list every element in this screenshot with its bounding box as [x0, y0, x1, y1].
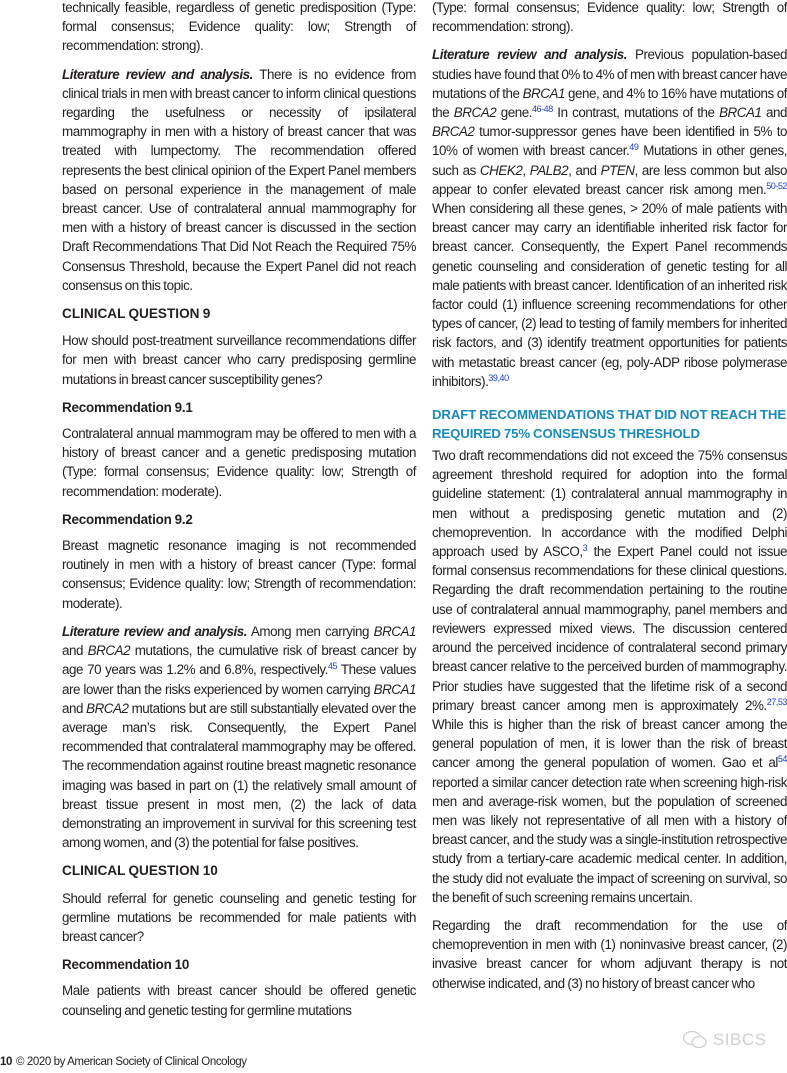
page-footer [0, 1056, 247, 1068]
text-run: Breast magnetic resonance imaging is not recommended routinely in men with a history of breast cancer (Type: formal consensus; Evidence quality: low; Strength of recommendation: moderate). [62, 538, 416, 611]
watermark [682, 1030, 767, 1050]
paragraph [62, 331, 416, 389]
wechat-icon [682, 1030, 708, 1050]
run-in-heading: Literature review and analysis. [62, 623, 248, 639]
text-run: While this is higher than the risk of breast cancer among the general population of men, it is lower than the risk of breast cancer among the general population of women. Gao et al [432, 716, 787, 771]
text-run: technically feasible, regardless of genetic predisposition (Type: formal consensus; Evidence quality: low; Strength of recommendation: strong). [62, 0, 416, 54]
citation-reference[interactable]: 27,53 [766, 696, 787, 707]
recommendation-heading [62, 398, 416, 417]
text-run: How should post-treatment surveillance recommendations differ for men with breast cancer who carry predisposing germline mutations in breast cancer susceptibility genes? [62, 333, 416, 387]
paragraph [432, 916, 787, 993]
right-column [432, 0, 787, 1002]
text-run: and [761, 105, 787, 121]
run-in-heading: Literature review and analysis. [432, 47, 628, 63]
text-run: These values are lower than the risks experienced by women carrying [62, 662, 416, 697]
citation-reference[interactable]: 49 [629, 142, 639, 153]
text-run: Among men carrying [247, 623, 374, 639]
text-run: Regarding the draft recommendation for the use of chemoprevention in men with (1) noninvasive breast cancer, (2) invasive breast cancer for whom adjuvant therapy is not otherwise indicated, and (3) no history of breast cancer who [432, 917, 787, 991]
text-run: mutations, the cumulative risk of breast cancer by age 70 years was 1.2% and 6.8%, respectively. [62, 643, 417, 678]
text-run: BRCA2 [432, 124, 475, 140]
text-run: CLINICAL QUESTION 9 [62, 306, 211, 322]
text-run: Recommendation 10 [62, 957, 190, 973]
text-run: In contrast, mutations of the [552, 105, 720, 121]
citation-reference[interactable]: 54 [777, 754, 787, 765]
text-run: Recommendation 9.1 [62, 399, 193, 415]
text-run: There is no evidence from clinical trials in men with breast cancer to inform clinical questions regarding the usefulness or necessity of ipsilateral mammography in men with a history of breast cancer that was treated with lumpectomy. The recommendation offered represents the best clinical opinion of the Expert Panel members based on personal experience in the management of male breast cancer. Use of contralateral annual mammography for men with a history of breast cancer is discussed in the section Draft Recommendations That Did Not Reach the Required 75% Consensus Threshold, because the Expert Panel did not reach consensus on this topic. [62, 66, 417, 293]
text-run: BRCA1 [719, 105, 762, 121]
text-run: and [62, 700, 87, 716]
text-run: Previous population-based studies have found that 0% to 4% of men with breast cancer have mutations of the [432, 47, 787, 101]
text-run: BRCA1 [522, 85, 565, 101]
paragraph [62, 536, 416, 613]
recommendation-heading [62, 955, 416, 974]
citation-reference[interactable]: 50-52 [766, 180, 787, 191]
citation-reference[interactable]: 3 [582, 543, 588, 554]
text-run: BRCA2 [86, 700, 129, 716]
text-run: (Type: formal consensus; Evidence quality: low; Strength of recommendation: strong). [432, 0, 787, 35]
clinical-question-heading [62, 861, 416, 880]
text-run: reported a similar cancer detection rate when screening high-risk men and average-risk women, but the population of screened men was likely not representative of all men with a history of breast cancer, and the study was a single-institution retrospective study from a tertiary-care academic medical center. In addition, the study did not evaluate the impact of screening on survival, so the benefit of such screening remains uncertain. [432, 774, 787, 905]
run-in-heading: Literature review and analysis. [62, 66, 253, 82]
text-run: CLINICAL QUESTION 10 [62, 863, 218, 879]
copyright: © 2020 by American Society of Clinical Oncology [16, 1056, 247, 1068]
paragraph [432, 0, 787, 36]
text-run: BRCA2 [87, 643, 131, 659]
text-run: BRCA1 [373, 623, 416, 639]
text-run: , [522, 162, 530, 178]
text-run: , are less common but also appear to confer elevated breast cancer risk among men. [432, 162, 787, 197]
text-run: Should referral for genetic counseling and genetic testing for germline mutations be recommended for male patients with breast cancer? [62, 890, 416, 944]
text-run: , and [568, 162, 601, 178]
text-run: and [62, 643, 88, 659]
paragraph [62, 889, 416, 947]
citation-reference[interactable]: 46-48 [532, 104, 553, 115]
recommendation-heading [62, 510, 416, 529]
text-run: Contralateral annual mammogram may be offered to men with a history of breast cancer and a genetic predisposing mutation (Type: formal consensus; Evidence quality: low; Strength of recommendation: moderate). [62, 426, 416, 499]
paragraph [62, 424, 416, 501]
text-run: Recommendation 9.2 [62, 511, 193, 527]
page-number: 10 [0, 1056, 12, 1068]
citation-reference[interactable]: 45 [327, 661, 338, 672]
text-run: mutations but are still substantially elevated over the average man’s risk. Consequently, the Expert Panel recommended that contralateral mammography may be offered. The recommendation against routine breast magnetic resonance imaging was based in part on (1) the relatively small amount of breast tissue present in most men, (2) the lack of data demonstrating an improvement in survival for this screening test among women, and (3) the potential for false positives. [62, 700, 417, 851]
text-run: When considering all these genes, > 20% of male patients with breast cancer may carry an identifiable inherited risk factor for breast cancer. Consequently, the Expert Panel recommends genetic counseling and consideration of genetic testing for all male patients with breast cancer. Identification of an inherited risk factor could (1) influence screening recommendations for other types of cancer, (2) lead to testing of family members for inherited risk factors, and (3) identify treatment opportunities for patients with metastatic breast cancer (eg, poly-ADP ribose polymerase inhibitors). [432, 201, 787, 389]
text-run: gene. [496, 105, 532, 121]
text-run: DRAFT RECOMMENDATIONS THAT DID NOT REACH THE REQUIRED 75% CONSENSUS THRESHOLD [432, 407, 787, 442]
paragraph [432, 45, 787, 391]
clinical-question-heading [62, 304, 416, 323]
text-run: PTEN [600, 162, 635, 178]
paragraph [62, 0, 416, 56]
section-heading [432, 405, 787, 443]
paragraph [62, 622, 416, 852]
text-run: Male patients with breast cancer should be offered genetic counseling and genetic testing for germline mutations [62, 983, 416, 1018]
text-run: tumor-suppressor genes have been identified in 5% to 10% of women with breast cancer. [432, 124, 787, 159]
text-run: BRCA2 [453, 105, 497, 121]
paragraph [432, 446, 787, 907]
text-run: CHEK2 [479, 162, 523, 178]
text-run: the Expert Panel could not issue formal consensus recommendations for these clinical questions. Regarding the draft recommendation pertaining to the routine use of contralateral annual mammography, panel members and reviewers expressed mixed views. The discussion centered around the perceived incidence of contralateral second primary breast cancer relative to the perceived burden of mammography. Prior studies have suggested that the lifetime risk of a second primary breast cancer among men is approximately 2%. [432, 544, 787, 713]
text-run: Two draft recommendations did not exceed the 75% consensus agreement threshold required for adoption into the formal guideline statement: (1) contralateral annual mammography in men without a predisposing genetic mutation and (2) chemoprevention. In accordance with the modified Delphi approach used by ASCO, [432, 448, 787, 560]
citation-reference[interactable]: 39,40 [488, 372, 509, 383]
watermark-text: SIBCS [713, 1030, 767, 1049]
paragraph [62, 981, 416, 1019]
text-run: PALB2 [529, 162, 569, 178]
text-run: gene, and 4% to 16% have mutations of the [432, 85, 787, 121]
text-run: Mutations in other genes, such as [432, 143, 787, 178]
paragraph [62, 65, 416, 295]
left-column [62, 0, 416, 1029]
text-run: BRCA1 [373, 681, 416, 697]
